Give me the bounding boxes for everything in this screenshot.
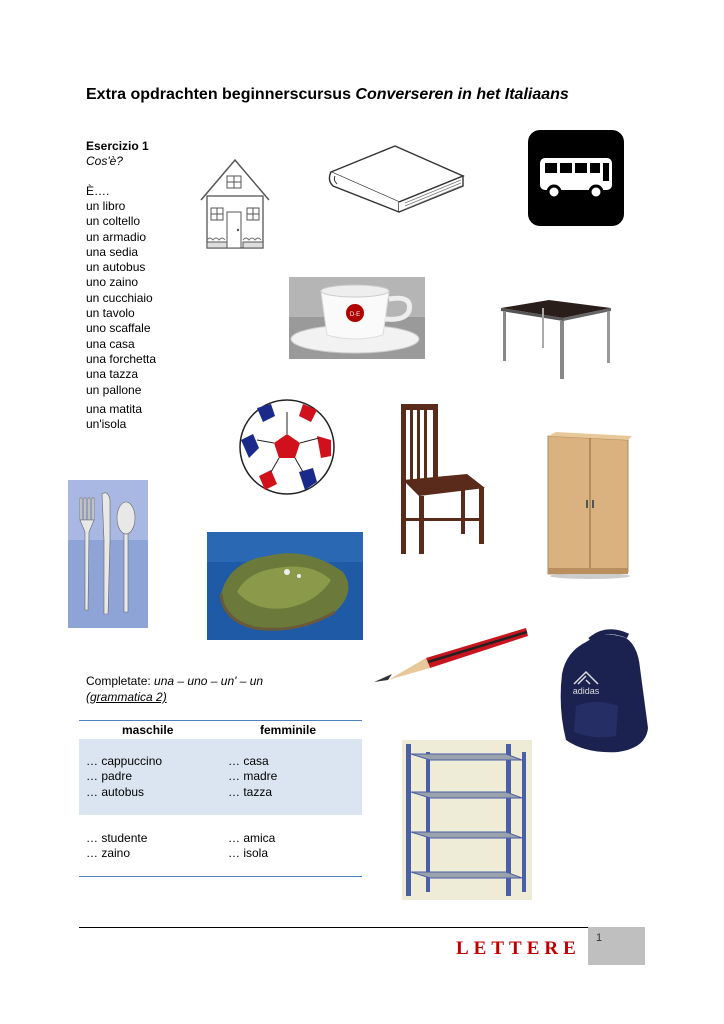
- grammar-link[interactable]: (grammatica 2): [86, 690, 167, 704]
- shelf-icon: [402, 740, 532, 900]
- list-item: un libro: [86, 199, 126, 213]
- cell-line: … amica: [228, 831, 276, 845]
- list-item: una casa: [86, 336, 135, 351]
- completion-instruction: [86, 673, 263, 705]
- list-item: un'isola: [86, 417, 127, 432]
- cell-line: … casa: [228, 754, 269, 768]
- ball-icon: [237, 398, 337, 496]
- cell-line: … madre: [228, 769, 278, 784]
- list-item: una sedia: [86, 244, 139, 259]
- list-item: una tazza: [86, 367, 139, 382]
- svg-text:D·E: D·E: [349, 312, 361, 318]
- page-title: [86, 86, 569, 104]
- bus-icon: [528, 130, 624, 226]
- article-options: una – uno – un' – un: [154, 674, 264, 688]
- table-header: [79, 720, 362, 740]
- cell-line: … tazza: [228, 784, 273, 799]
- cell-line: … isola: [228, 846, 269, 861]
- backpack-icon: [556, 628, 656, 754]
- chair-icon: [397, 400, 489, 556]
- list-item: un armadio: [86, 229, 147, 244]
- pencil-icon: [368, 624, 530, 686]
- wardrobe-icon: [542, 432, 634, 580]
- list-item: uno zaino: [86, 275, 139, 290]
- footer-divider: [79, 927, 644, 928]
- list-item: uno scaffale: [86, 321, 151, 336]
- cell-line: … zaino: [86, 846, 131, 861]
- cell-masculine: [86, 831, 147, 862]
- cell-masculine: [86, 754, 162, 800]
- list-item: un coltello: [86, 214, 141, 229]
- page-number: 1: [596, 932, 603, 944]
- table-icon: [497, 294, 615, 382]
- col-header-masculine: maschile: [122, 723, 174, 737]
- table-row: [79, 739, 362, 815]
- list-item: un cucchiaio: [86, 290, 153, 305]
- cutlery-icon: [68, 480, 148, 628]
- cell-feminine: [228, 831, 275, 862]
- footer-brand: LETTERE: [456, 938, 581, 959]
- table-row: [79, 815, 362, 875]
- exercise-intro: È….: [86, 184, 110, 198]
- col-header-feminine: femminile: [260, 723, 317, 737]
- island-icon: [207, 532, 363, 640]
- cup-icon: [289, 277, 425, 359]
- cell-line: … autobus: [86, 784, 145, 799]
- book-icon: [325, 142, 467, 216]
- list-item: un pallone: [86, 382, 142, 397]
- svg-text:adidas: adidas: [572, 686, 600, 696]
- word-list: [86, 199, 156, 432]
- cell-line: … cappuccino: [86, 754, 163, 768]
- list-item: un tavolo: [86, 306, 135, 321]
- cell-feminine: [228, 754, 277, 800]
- list-item: un autobus: [86, 260, 146, 275]
- house-icon: [195, 156, 275, 252]
- cell-line: … studente: [86, 831, 148, 845]
- exercise-heading: Esercizio 1: [86, 139, 149, 153]
- list-item: una matita: [86, 401, 143, 416]
- list-item: una forchetta: [86, 351, 157, 366]
- exercise-question: Cos'è?: [86, 154, 123, 168]
- completion-label: Completate:: [86, 674, 155, 688]
- title-italic: Converseren in het Italiaans: [355, 86, 569, 103]
- grammar-table: [79, 720, 362, 861]
- title-plain: Extra opdrachten beginnerscursus: [86, 86, 356, 103]
- table-bottom-rule: [79, 876, 362, 877]
- cell-line: … padre: [86, 769, 133, 784]
